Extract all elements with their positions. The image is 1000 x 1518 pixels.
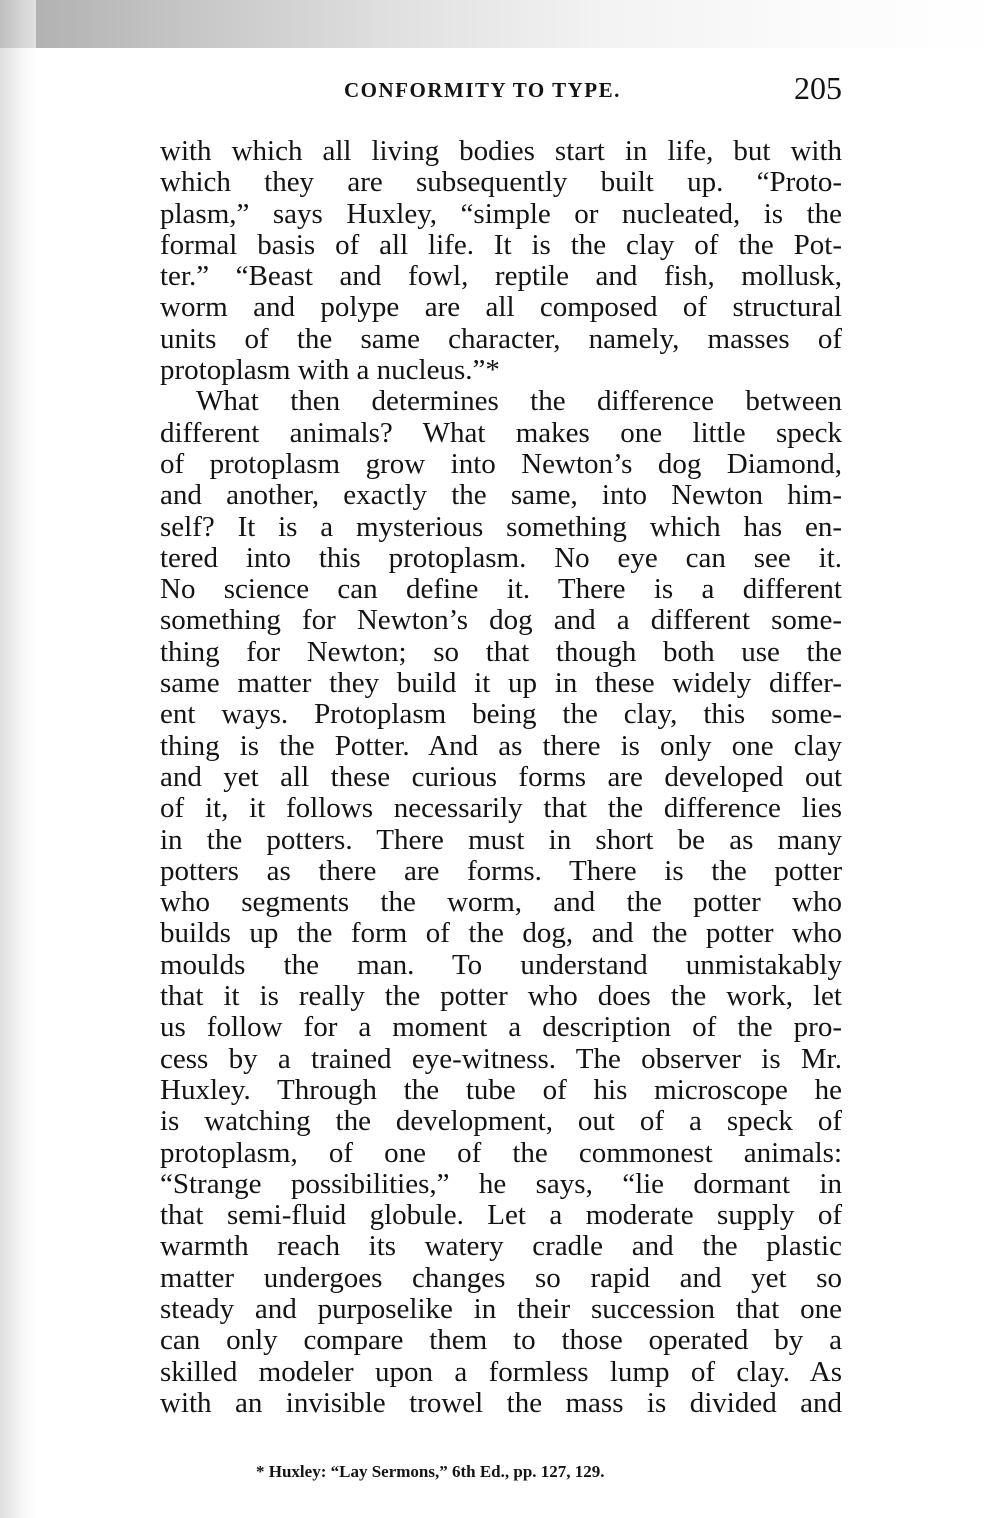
text-line: What then determines the difference between xyxy=(196,386,842,418)
text-line: plasm,” says Huxley, “simple or nucleated, is the xyxy=(160,198,842,230)
footnote: * Huxley: “Lay Sermons,” 6th Ed., pp. 127, 129. xyxy=(256,1462,605,1481)
text-line: “Strange possibilities,” he says, “lie dormant in xyxy=(160,1168,842,1200)
text-line: moulds the man. To understand unmistakably xyxy=(160,949,842,981)
text-line: worm and polype are all composed of structural xyxy=(160,292,842,324)
text-line: No science can define it. There is a different xyxy=(160,574,842,606)
text-line: protoplasm, of one of the commonest animals: xyxy=(160,1137,842,1169)
text-line: matter undergoes changes so rapid and yet so xyxy=(160,1262,842,1294)
text-line: same matter they build it up in these widely differ- xyxy=(160,668,842,700)
text-line: with which all living bodies start in life, but with xyxy=(160,136,842,167)
text-line: protoplasm with a nucleus.”* xyxy=(160,355,500,387)
text-line: something for Newton’s dog and a different some- xyxy=(160,605,842,637)
text-line: steady and purposelike in their succession that one xyxy=(160,1293,842,1325)
text-line: that semi-fluid globule. Let a moderate supply of xyxy=(160,1200,842,1232)
text-line: of it, it follows necessarily that the difference lies xyxy=(160,793,842,825)
text-line: self? It is a mysterious something which has en- xyxy=(160,511,842,543)
body-text xyxy=(160,136,842,1419)
running-head: CONFORMITY TO TYPE. xyxy=(344,78,621,102)
text-line: different animals? What makes one little speck xyxy=(160,417,842,449)
text-line: potters as there are forms. There is the potter xyxy=(160,855,842,887)
text-line: units of the same character, namely, masses of xyxy=(160,323,842,355)
text-line: warmth reach its watery cradle and the plastic xyxy=(160,1231,842,1263)
text-line: thing is the Potter. And as there is only one clay xyxy=(160,730,842,762)
text-line: tered into this protoplasm. No eye can see it. xyxy=(160,542,842,574)
text-line: formal basis of all life. It is the clay of the Pot- xyxy=(160,229,842,261)
text-line: skilled modeler upon a formless lump of clay. As xyxy=(160,1356,842,1388)
page-number: 205 xyxy=(794,70,842,106)
scan-shadow-left xyxy=(0,0,36,1518)
text-line: thing for Newton; so that though both use the xyxy=(160,636,842,668)
text-line: in the potters. There must in short be as many xyxy=(160,824,842,856)
text-line: us follow for a moment a description of the pro- xyxy=(160,1012,842,1044)
text-line: with an invisible trowel the mass is divided and xyxy=(160,1387,842,1419)
text-line: ent ways. Protoplasm being the clay, this some- xyxy=(160,699,842,731)
text-line: builds up the form of the dog, and the potter who xyxy=(160,918,842,950)
text-line: ter.” “Beast and fowl, reptile and fish, mollusk, xyxy=(160,261,842,293)
scan-shadow-top xyxy=(0,0,1000,48)
text-line: Huxley. Through the tube of his microscope he xyxy=(160,1074,842,1106)
page-header xyxy=(160,64,842,112)
text-line: and yet all these curious forms are developed out xyxy=(160,761,842,793)
text-line: is watching the development, out of a speck of xyxy=(160,1106,842,1138)
text-line: that it is really the potter who does the work, let xyxy=(160,981,842,1013)
text-line: cess by a trained eye-witness. The observer is Mr. xyxy=(160,1043,842,1075)
text-line: of protoplasm grow into Newton’s dog Diamond, xyxy=(160,448,842,480)
text-line: which they are subsequently built up. “Proto- xyxy=(160,167,842,199)
text-line: can only compare them to those operated by a xyxy=(160,1325,842,1357)
text-line: and another, exactly the same, into Newton him- xyxy=(160,480,842,512)
text-line: who segments the worm, and the potter who xyxy=(160,887,842,919)
